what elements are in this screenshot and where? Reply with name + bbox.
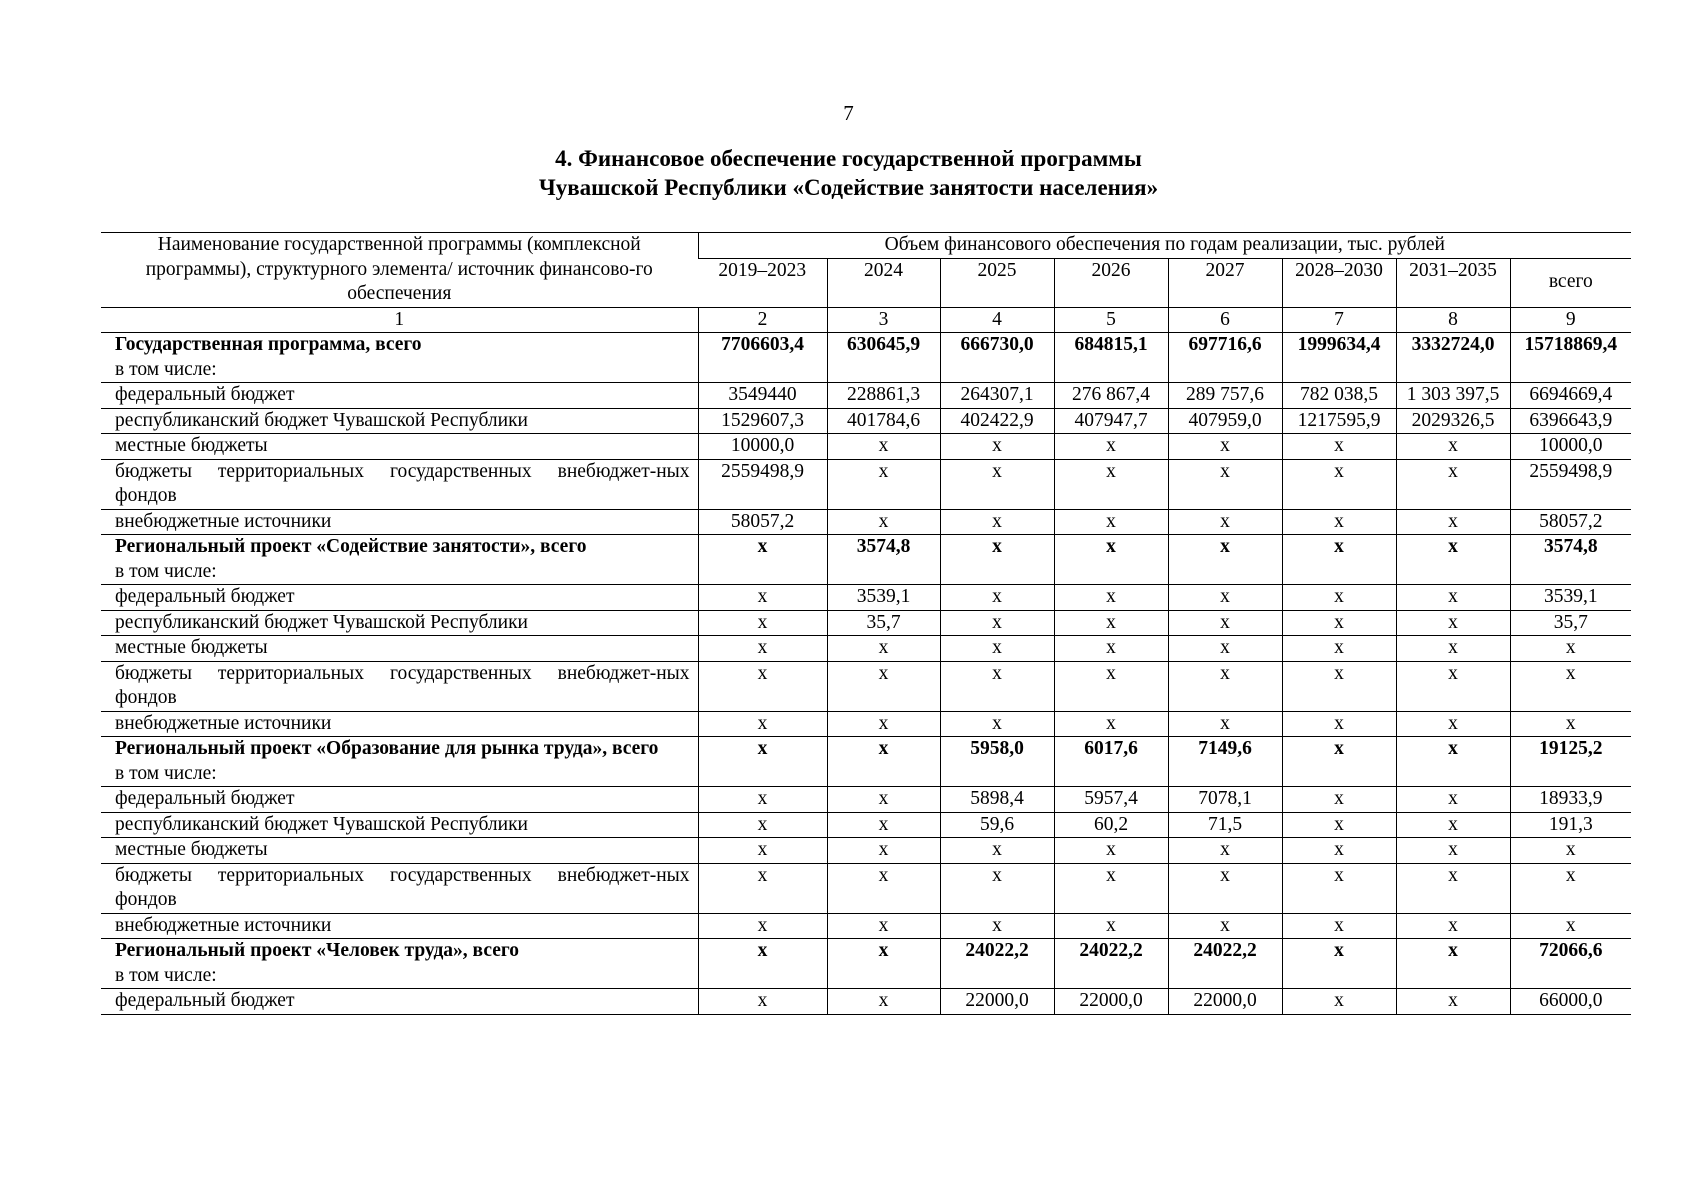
value-cell: x [1396,535,1510,585]
value-cell: 19125,2 [1510,737,1631,787]
row-name: местные бюджеты [115,637,268,658]
value-cell: x [698,610,827,636]
value-cell: x [698,661,827,711]
table-row [101,913,1631,939]
value-cell: 1529607,3 [698,408,827,434]
value-cell: 3574,8 [827,535,940,585]
value-cell: x [827,838,940,864]
value-cell: x [1054,711,1168,737]
value-cell: x [1168,636,1282,662]
table-row [101,812,1631,838]
value-cell: x [1396,610,1510,636]
row-name: местные бюджеты [115,839,268,860]
table-row [101,610,1631,636]
value-cell: 72066,6 [1510,939,1631,989]
value-cell: 58057,2 [1510,509,1631,535]
value-cell: x [698,812,827,838]
row-name: федеральный бюджет [115,586,295,607]
title-line-1: 4. Финансовое обеспечение государственной программы [555,146,1142,171]
value-cell: 697716,6 [1168,333,1282,383]
value-cell: x [1054,509,1168,535]
row-name: Региональный проект «Содействие занятости», всего [115,536,587,557]
value-cell: x [1282,509,1396,535]
value-cell: 22000,0 [1168,989,1282,1015]
document-title [0,144,1697,202]
value-cell: x [1510,636,1631,662]
value-cell: 401784,6 [827,408,940,434]
value-cell: x [1168,509,1282,535]
row-name-cell [101,913,698,939]
header-volume-label: Объем финансового обеспечения по годам реализации, тыс. рублей [698,233,1631,259]
value-cell: x [698,838,827,864]
value-cell: x [1282,989,1396,1015]
value-cell: 35,7 [827,610,940,636]
value-cell: x [827,913,940,939]
value-cell: 24022,2 [1054,939,1168,989]
table-row-section [101,333,1631,383]
value-cell: x [1396,939,1510,989]
table-row-section [101,535,1631,585]
row-name-cell [101,383,698,409]
value-cell: x [1168,863,1282,913]
value-cell: 1217595,9 [1282,408,1396,434]
value-cell: x [1510,838,1631,864]
row-name-cell [101,434,698,460]
title-line-2: Чувашской Республики «Содействие занятости населения» [538,175,1159,200]
value-cell: x [1054,661,1168,711]
row-name-cell [101,863,698,913]
row-name-cell [101,333,698,383]
value-cell: 1999634,4 [1282,333,1396,383]
value-cell: x [1168,610,1282,636]
row-subtitle: в том числе: [115,762,217,784]
value-cell: x [1282,737,1396,787]
value-cell: 24022,2 [940,939,1054,989]
value-cell: 35,7 [1510,610,1631,636]
value-cell: 6017,6 [1054,737,1168,787]
header-year: 2026 [1054,258,1168,307]
value-cell: x [940,863,1054,913]
value-cell: x [940,838,1054,864]
value-cell: x [827,812,940,838]
row-name: внебюджетные источники [115,914,332,936]
value-cell: x [1054,636,1168,662]
value-cell: 264307,1 [940,383,1054,409]
value-cell: x [1168,913,1282,939]
header-total: всего [1510,258,1631,307]
value-cell: x [1396,737,1510,787]
row-name-cell [101,509,698,535]
row-name: Региональный проект «Образование для рынка труда», всего [115,738,659,759]
value-cell: 2029326,5 [1396,408,1510,434]
value-cell: x [1396,661,1510,711]
value-cell: x [698,737,827,787]
value-cell: x [698,863,827,913]
value-cell: x [1054,434,1168,460]
value-cell: x [1510,863,1631,913]
row-name-cell [101,408,698,434]
table-row [101,661,1631,711]
row-name: федеральный бюджет [115,788,295,809]
header-year: 2025 [940,258,1054,307]
row-name: федеральный бюджет [115,384,295,405]
header-name-column: Наименование государственной программы (комплексной программы), структурного элемента/ источник финансово-го обеспечения [101,233,698,308]
value-cell: x [940,610,1054,636]
value-cell: 3539,1 [1510,585,1631,611]
table-row [101,459,1631,509]
value-cell: x [698,939,827,989]
value-cell: 10000,0 [698,434,827,460]
value-cell: 7078,1 [1168,787,1282,813]
table-row [101,711,1631,737]
table-row [101,838,1631,864]
table-row [101,636,1631,662]
value-cell: x [1054,913,1168,939]
row-name: бюджеты территориальных государственных внебюджет-ных фондов [115,460,690,506]
value-cell: x [1396,636,1510,662]
header-year: 2019–2023 [698,258,827,307]
value-cell: 24022,2 [1168,939,1282,989]
column-number: 8 [1396,307,1510,333]
value-cell: x [940,661,1054,711]
table-row [101,989,1631,1015]
row-name-cell [101,459,698,509]
value-cell: x [940,636,1054,662]
row-name-cell [101,610,698,636]
table-row [101,434,1631,460]
value-cell: x [1396,838,1510,864]
value-cell: 402422,9 [940,408,1054,434]
value-cell: 66000,0 [1510,989,1631,1015]
value-cell: x [698,535,827,585]
value-cell: 666730,0 [940,333,1054,383]
value-cell: x [1396,812,1510,838]
table-row [101,509,1631,535]
value-cell: x [940,585,1054,611]
value-cell: x [827,711,940,737]
header-year: 2031–2035 [1396,258,1510,307]
row-name: республиканский бюджет Чувашской Республики [115,409,528,431]
row-name-cell [101,737,698,787]
value-cell: x [698,913,827,939]
value-cell: x [940,535,1054,585]
row-name: Государственная программа, всего [115,334,422,355]
value-cell: 1 303 397,5 [1396,383,1510,409]
value-cell: 22000,0 [1054,989,1168,1015]
value-cell: x [1054,585,1168,611]
value-cell: x [940,509,1054,535]
row-subtitle: в том числе: [115,964,217,986]
value-cell: 5957,4 [1054,787,1168,813]
value-cell: 3539,1 [827,585,940,611]
value-cell: x [827,661,940,711]
row-name-cell [101,787,698,813]
value-cell: 407959,0 [1168,408,1282,434]
value-cell: 58057,2 [698,509,827,535]
value-cell: x [1054,863,1168,913]
row-name: внебюджетные источники [115,712,332,734]
value-cell: x [1054,535,1168,585]
value-cell: x [698,989,827,1015]
table-row [101,585,1631,611]
value-cell: x [1282,863,1396,913]
value-cell: x [940,459,1054,509]
row-name-cell [101,812,698,838]
value-cell: x [698,711,827,737]
header-year: 2028–2030 [1282,258,1396,307]
row-name: республиканский бюджет Чувашской Республики [115,813,528,835]
row-subtitle: в том числе: [115,560,217,582]
column-number: 1 [101,307,698,333]
value-cell: x [1282,913,1396,939]
value-cell: 7706603,4 [698,333,827,383]
row-name: бюджеты территориальных государственных внебюджет-ных фондов [115,864,690,910]
row-name: Региональный проект «Человек труда», всего [115,940,519,961]
value-cell: x [1054,610,1168,636]
row-name-cell [101,535,698,585]
value-cell: x [1282,812,1396,838]
value-cell: 289 757,6 [1168,383,1282,409]
value-cell: x [827,787,940,813]
row-name-cell [101,661,698,711]
value-cell: 6396643,9 [1510,408,1631,434]
value-cell: x [1168,459,1282,509]
row-name: федеральный бюджет [115,990,295,1011]
column-number: 9 [1510,307,1631,333]
value-cell: 59,6 [940,812,1054,838]
value-cell: x [1396,863,1510,913]
page-number: 7 [843,101,854,125]
value-cell: x [940,913,1054,939]
value-cell: x [1168,711,1282,737]
column-number: 7 [1282,307,1396,333]
value-cell: 60,2 [1054,812,1168,838]
value-cell: 3332724,0 [1396,333,1510,383]
row-name: республиканский бюджет Чувашской Республики [115,611,528,633]
value-cell: 276 867,4 [1054,383,1168,409]
value-cell: 5898,4 [940,787,1054,813]
value-cell: x [1396,913,1510,939]
row-name-cell [101,939,698,989]
value-cell: x [940,711,1054,737]
column-number: 3 [827,307,940,333]
row-name: внебюджетные источники [115,510,332,532]
value-cell: x [1396,787,1510,813]
table-row-section [101,737,1631,787]
row-name: местные бюджеты [115,435,268,456]
value-cell: x [1282,610,1396,636]
value-cell: 684815,1 [1054,333,1168,383]
value-cell: 7149,6 [1168,737,1282,787]
value-cell: x [1282,434,1396,460]
table-row [101,787,1631,813]
header-year: 2024 [827,258,940,307]
header-numbers-row [101,307,1631,333]
column-number: 5 [1054,307,1168,333]
value-cell: 228861,3 [827,383,940,409]
value-cell: x [1396,509,1510,535]
value-cell: x [827,939,940,989]
column-number: 2 [698,307,827,333]
value-cell: x [827,737,940,787]
value-cell: x [827,863,940,913]
value-cell: 10000,0 [1510,434,1631,460]
value-cell: x [1168,838,1282,864]
value-cell: 18933,9 [1510,787,1631,813]
value-cell: x [1282,787,1396,813]
column-number: 6 [1168,307,1282,333]
value-cell: x [1282,535,1396,585]
value-cell: 2559498,9 [698,459,827,509]
value-cell: 782 038,5 [1282,383,1396,409]
value-cell: x [1168,434,1282,460]
row-name-cell [101,636,698,662]
value-cell: x [1168,661,1282,711]
value-cell: x [1282,636,1396,662]
row-name-cell [101,989,698,1015]
table-body [101,333,1631,1015]
value-cell: x [1282,585,1396,611]
value-cell: x [698,787,827,813]
value-cell: x [827,509,940,535]
value-cell: 407947,7 [1054,408,1168,434]
value-cell: x [1282,939,1396,989]
row-name-cell [101,585,698,611]
value-cell: x [1054,459,1168,509]
value-cell: 71,5 [1168,812,1282,838]
value-cell: x [827,636,940,662]
value-cell: x [827,989,940,1015]
value-cell: x [940,434,1054,460]
row-name: бюджеты территориальных государственных внебюджет-ных фондов [115,662,690,708]
value-cell: x [698,636,827,662]
value-cell: 15718869,4 [1510,333,1631,383]
value-cell: x [1396,989,1510,1015]
value-cell: 630645,9 [827,333,940,383]
value-cell: x [1510,711,1631,737]
header-year: 2027 [1168,258,1282,307]
value-cell: x [698,585,827,611]
value-cell: x [1396,459,1510,509]
value-cell: 22000,0 [940,989,1054,1015]
value-cell: 2559498,9 [1510,459,1631,509]
row-name-cell [101,838,698,864]
row-name-cell [101,711,698,737]
value-cell: x [1396,711,1510,737]
value-cell: 6694669,4 [1510,383,1631,409]
table-row [101,383,1631,409]
value-cell: x [827,434,940,460]
value-cell: x [1168,535,1282,585]
financing-table [101,232,1631,1015]
value-cell: x [1168,585,1282,611]
value-cell: x [1510,661,1631,711]
column-number: 4 [940,307,1054,333]
value-cell: x [1054,838,1168,864]
table-row-section [101,939,1631,989]
value-cell: x [1510,913,1631,939]
value-cell: 3549440 [698,383,827,409]
value-cell: 191,3 [1510,812,1631,838]
value-cell: x [827,459,940,509]
value-cell: 5958,0 [940,737,1054,787]
value-cell: x [1396,585,1510,611]
value-cell: x [1282,661,1396,711]
value-cell: x [1282,459,1396,509]
value-cell: x [1396,434,1510,460]
value-cell: x [1282,838,1396,864]
table-row [101,408,1631,434]
row-subtitle: в том числе: [115,358,217,380]
table-row [101,863,1631,913]
value-cell: x [1282,711,1396,737]
value-cell: 3574,8 [1510,535,1631,585]
